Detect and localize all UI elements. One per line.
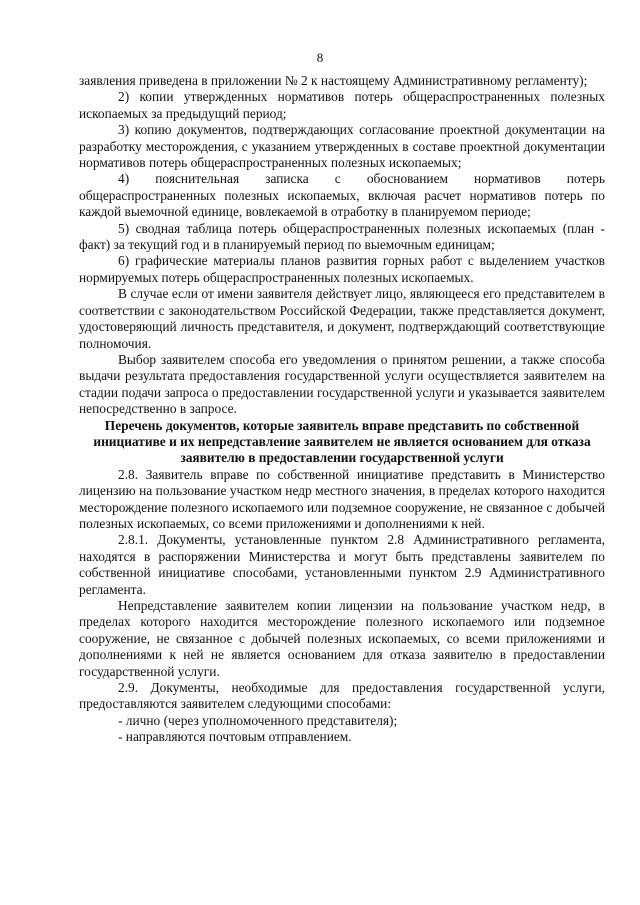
paragraph-notification-choice: Выбор заявителем способа его уведомления о принятом решении, а также способа выдачи результата предоставления государственной услуги осуществляется заявителем на стадии подачи запроса о предоставлении государственной услуги и указывается заявителем непосредственно в запросе.: [79, 351, 605, 417]
paragraph-item-4: 4) пояснительная записка с обоснованием нормативов потерь общераспространенных полезных ископаемых, включая расчет нормативов потерь по каждой выемочной единице, вовлекаемой в отработку в планируемом периоде;: [79, 171, 605, 220]
page-number: 8: [316, 50, 324, 65]
paragraph-item-6: 6) графические материалы планов развития горных работ с выделением участков нормируемых потерь общераспространенных полезных ископаемых.: [79, 253, 605, 285]
paragraph-item-3: 3) копию документов, подтверждающих согласование проектной документации на разработку месторождения, с указанием утвержденных в составе проектной документации нормативов потерь общераспространенных полезных ископаемых;: [79, 122, 605, 171]
paragraph-item-5: 5) сводная таблица потерь общераспространенных полезных ископаемых (план - факт) за текущий год и в планируемый период по выемочным единицам;: [79, 220, 605, 253]
section-heading: Перечень документов, которые заявитель вправе представить по собственной инициативе и их непредставление заявителем не является основанием для отказа заявителю в предоставлении государственной услуги: [93, 417, 591, 466]
paragraph-non-submission: Непредставление заявителем копии лицензии на пользование участком недр, в пределах которого находится месторождение полезного ископаемого или подземное сооружение, не связанное с добычей полезных ископаемых, со всеми приложениями и дополнениями к ней не является основанием для отказа заявителю в предоставлении государственной услуги.: [79, 598, 605, 679]
paragraph-2-9: 2.9. Документы, необходимые для предоставления государственной услуги, предоставляются заявителем следующими способами:: [79, 680, 605, 712]
list-item-in-person: - лично (через уполномоченного представителя);: [118, 712, 398, 728]
list-item-by-mail: - направляются почтовым отправлением.: [118, 729, 352, 745]
paragraph-continuation: заявления приведена в приложении № 2 к настоящему Административному регламенту);: [79, 73, 588, 88]
document-body: [79, 73, 605, 746]
paragraph-2-8-1: 2.8.1. Документы, установленные пунктом 2.8 Административного регламента, находятся в распоряжении Министерства и могут быть представлены заявителем по собственной инициативе способами, установленными пунктом 2.9 Административного регламента.: [79, 532, 605, 597]
paragraph-item-2: 2) копии утвержденных нормативов потерь общераспространенных полезных ископаемых за предыдущий период;: [79, 89, 605, 121]
paragraph-representative: В случае если от имени заявителя действует лицо, являющееся его представителем в соответствии с законодательством Российской Федерации, также представляется документ, удостоверяющий личность представителя, и документ, подтверждающий соответствующие полномочия.: [79, 286, 605, 351]
paragraph-2-8: 2.8. Заявитель вправе по собственной инициативе представить в Министерство лицензию на пользование участком недр местного значения, в пределах которого находится месторождение полезного ископаемого или подземное сооружение, не связанное с добычей полезных ископаемых, со всеми приложениями и дополнениями к ней.: [79, 466, 605, 531]
